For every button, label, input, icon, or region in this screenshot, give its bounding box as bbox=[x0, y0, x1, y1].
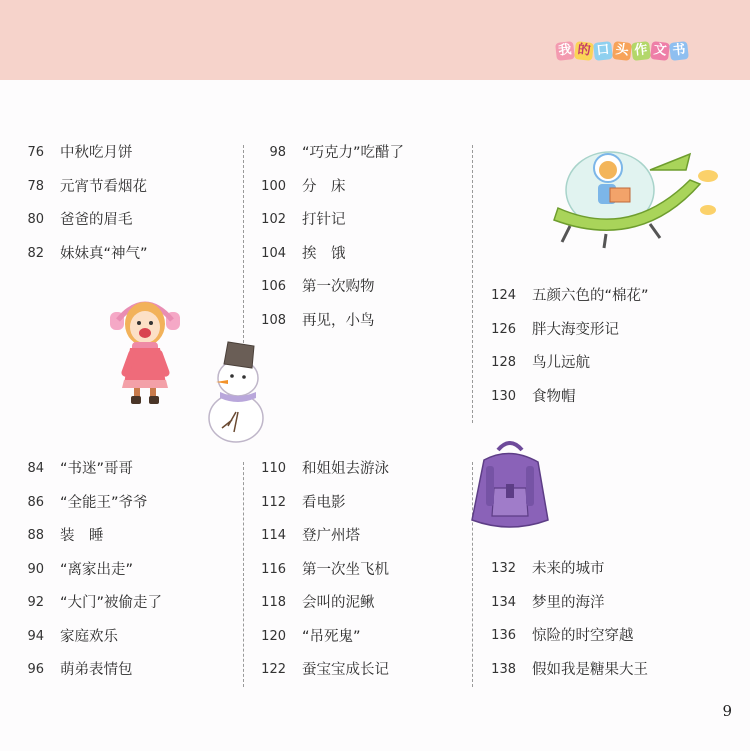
toc-page-number: 80 bbox=[27, 212, 44, 227]
toc-page-number: 132 bbox=[491, 561, 516, 576]
backpack-illustration bbox=[460, 436, 560, 536]
book-series-logo bbox=[556, 42, 688, 60]
toc-page-number: 122 bbox=[261, 662, 286, 677]
toc-title: 假如我是糖果大王 bbox=[532, 661, 648, 678]
toc-title: 打针记 bbox=[302, 212, 346, 228]
page-number: 9 bbox=[722, 702, 732, 720]
toc-page-number: 104 bbox=[261, 245, 286, 261]
toc-title: 家庭欢乐 bbox=[60, 628, 118, 645]
toc-title: 蚕宝宝成长记 bbox=[302, 662, 389, 678]
toc-title: 再见，小鸟 bbox=[302, 312, 375, 329]
toc-page-number: 136 bbox=[491, 628, 516, 643]
toc-page-number: 96 bbox=[27, 662, 44, 677]
toc-page-number: 106 bbox=[261, 279, 286, 294]
toc-page-number: 82 bbox=[27, 245, 44, 261]
toc-title: “巧克力”吃醋了 bbox=[302, 145, 405, 161]
toc-page-number: 134 bbox=[491, 594, 516, 610]
toc-title: 第一次购物 bbox=[302, 279, 375, 295]
toc-page-number: 78 bbox=[27, 178, 44, 194]
column-divider bbox=[472, 145, 473, 423]
toc-page-number: 128 bbox=[491, 355, 516, 370]
toc-page-number: 102 bbox=[261, 212, 286, 227]
toc-title: 分 床 bbox=[302, 178, 346, 195]
toc-title: 第一次坐飞机 bbox=[302, 561, 389, 578]
toc-title: 胖大海变形记 bbox=[532, 321, 619, 338]
toc-page-number: 110 bbox=[261, 461, 286, 476]
toc-title: 挨 饿 bbox=[302, 245, 346, 262]
toc-title: 登广州塔 bbox=[302, 528, 360, 544]
toc-page-number: 118 bbox=[261, 595, 286, 610]
toc-page-number: 126 bbox=[491, 321, 516, 337]
toc-title: “书迷”哥哥 bbox=[60, 461, 134, 477]
toc-page-number: 90 bbox=[27, 561, 44, 577]
brand-char: 书 bbox=[669, 41, 689, 61]
toc-page-number: 88 bbox=[27, 528, 44, 543]
girl-illustration bbox=[100, 290, 190, 410]
toc-title: 鸟儿远航 bbox=[532, 355, 590, 371]
toc-page-number: 76 bbox=[27, 145, 44, 160]
toc-title: 惊险的时空穿越 bbox=[532, 628, 634, 644]
toc-title: 梦里的海洋 bbox=[532, 594, 605, 611]
column-divider bbox=[243, 462, 244, 687]
toc-title: 食物帽 bbox=[532, 388, 576, 405]
toc-page-number: 98 bbox=[269, 145, 286, 160]
toc-title: 未来的城市 bbox=[532, 561, 605, 577]
toc-page-number: 138 bbox=[491, 661, 516, 677]
toc-title: 爸爸的眉毛 bbox=[60, 212, 133, 228]
toc-title: 中秋吃月饼 bbox=[60, 145, 133, 161]
toc-title: 妹妹真“神气” bbox=[60, 245, 148, 262]
brand-char: 头 bbox=[612, 41, 632, 61]
toc-title: 和姐姐去游泳 bbox=[302, 461, 389, 477]
toc-title: 五颜六色的“棉花” bbox=[532, 288, 649, 304]
toc-page-number: 130 bbox=[491, 388, 516, 404]
toc-title: “大门”被偷走了 bbox=[60, 595, 163, 611]
toc-title: 萌弟表情包 bbox=[60, 662, 133, 678]
snowman-illustration bbox=[198, 336, 273, 446]
toc-page-number: 114 bbox=[261, 528, 286, 543]
toc-title: “全能王”爷爷 bbox=[60, 494, 148, 511]
toc-page-number: 112 bbox=[261, 494, 286, 510]
toc-page-number: 108 bbox=[261, 312, 286, 328]
brand-char: 文 bbox=[650, 41, 670, 61]
toc-title: 元宵节看烟花 bbox=[60, 178, 147, 195]
header-band bbox=[0, 0, 750, 80]
toc-page-number: 120 bbox=[261, 628, 286, 644]
brand-char: 口 bbox=[593, 41, 613, 61]
toc-page-number: 124 bbox=[491, 288, 516, 303]
toc-title: 会叫的泥鳅 bbox=[302, 595, 375, 611]
toc-title: 装 睡 bbox=[60, 528, 104, 544]
toc-page-number: 86 bbox=[27, 494, 44, 510]
toc-page-number: 84 bbox=[27, 461, 44, 476]
toc-page-number: 92 bbox=[27, 595, 44, 610]
toc-title: “离家出走” bbox=[60, 561, 134, 578]
spaceship-illustration bbox=[550, 140, 725, 250]
toc-title: 看电影 bbox=[302, 494, 346, 511]
brand-char: 的 bbox=[574, 41, 594, 61]
brand-char: 作 bbox=[631, 41, 651, 61]
brand-char: 我 bbox=[555, 41, 575, 61]
toc-page-number: 116 bbox=[261, 561, 286, 577]
toc-page-number: 100 bbox=[261, 178, 286, 194]
toc-title: “吊死鬼” bbox=[302, 628, 361, 645]
toc-page-number: 94 bbox=[27, 628, 44, 644]
